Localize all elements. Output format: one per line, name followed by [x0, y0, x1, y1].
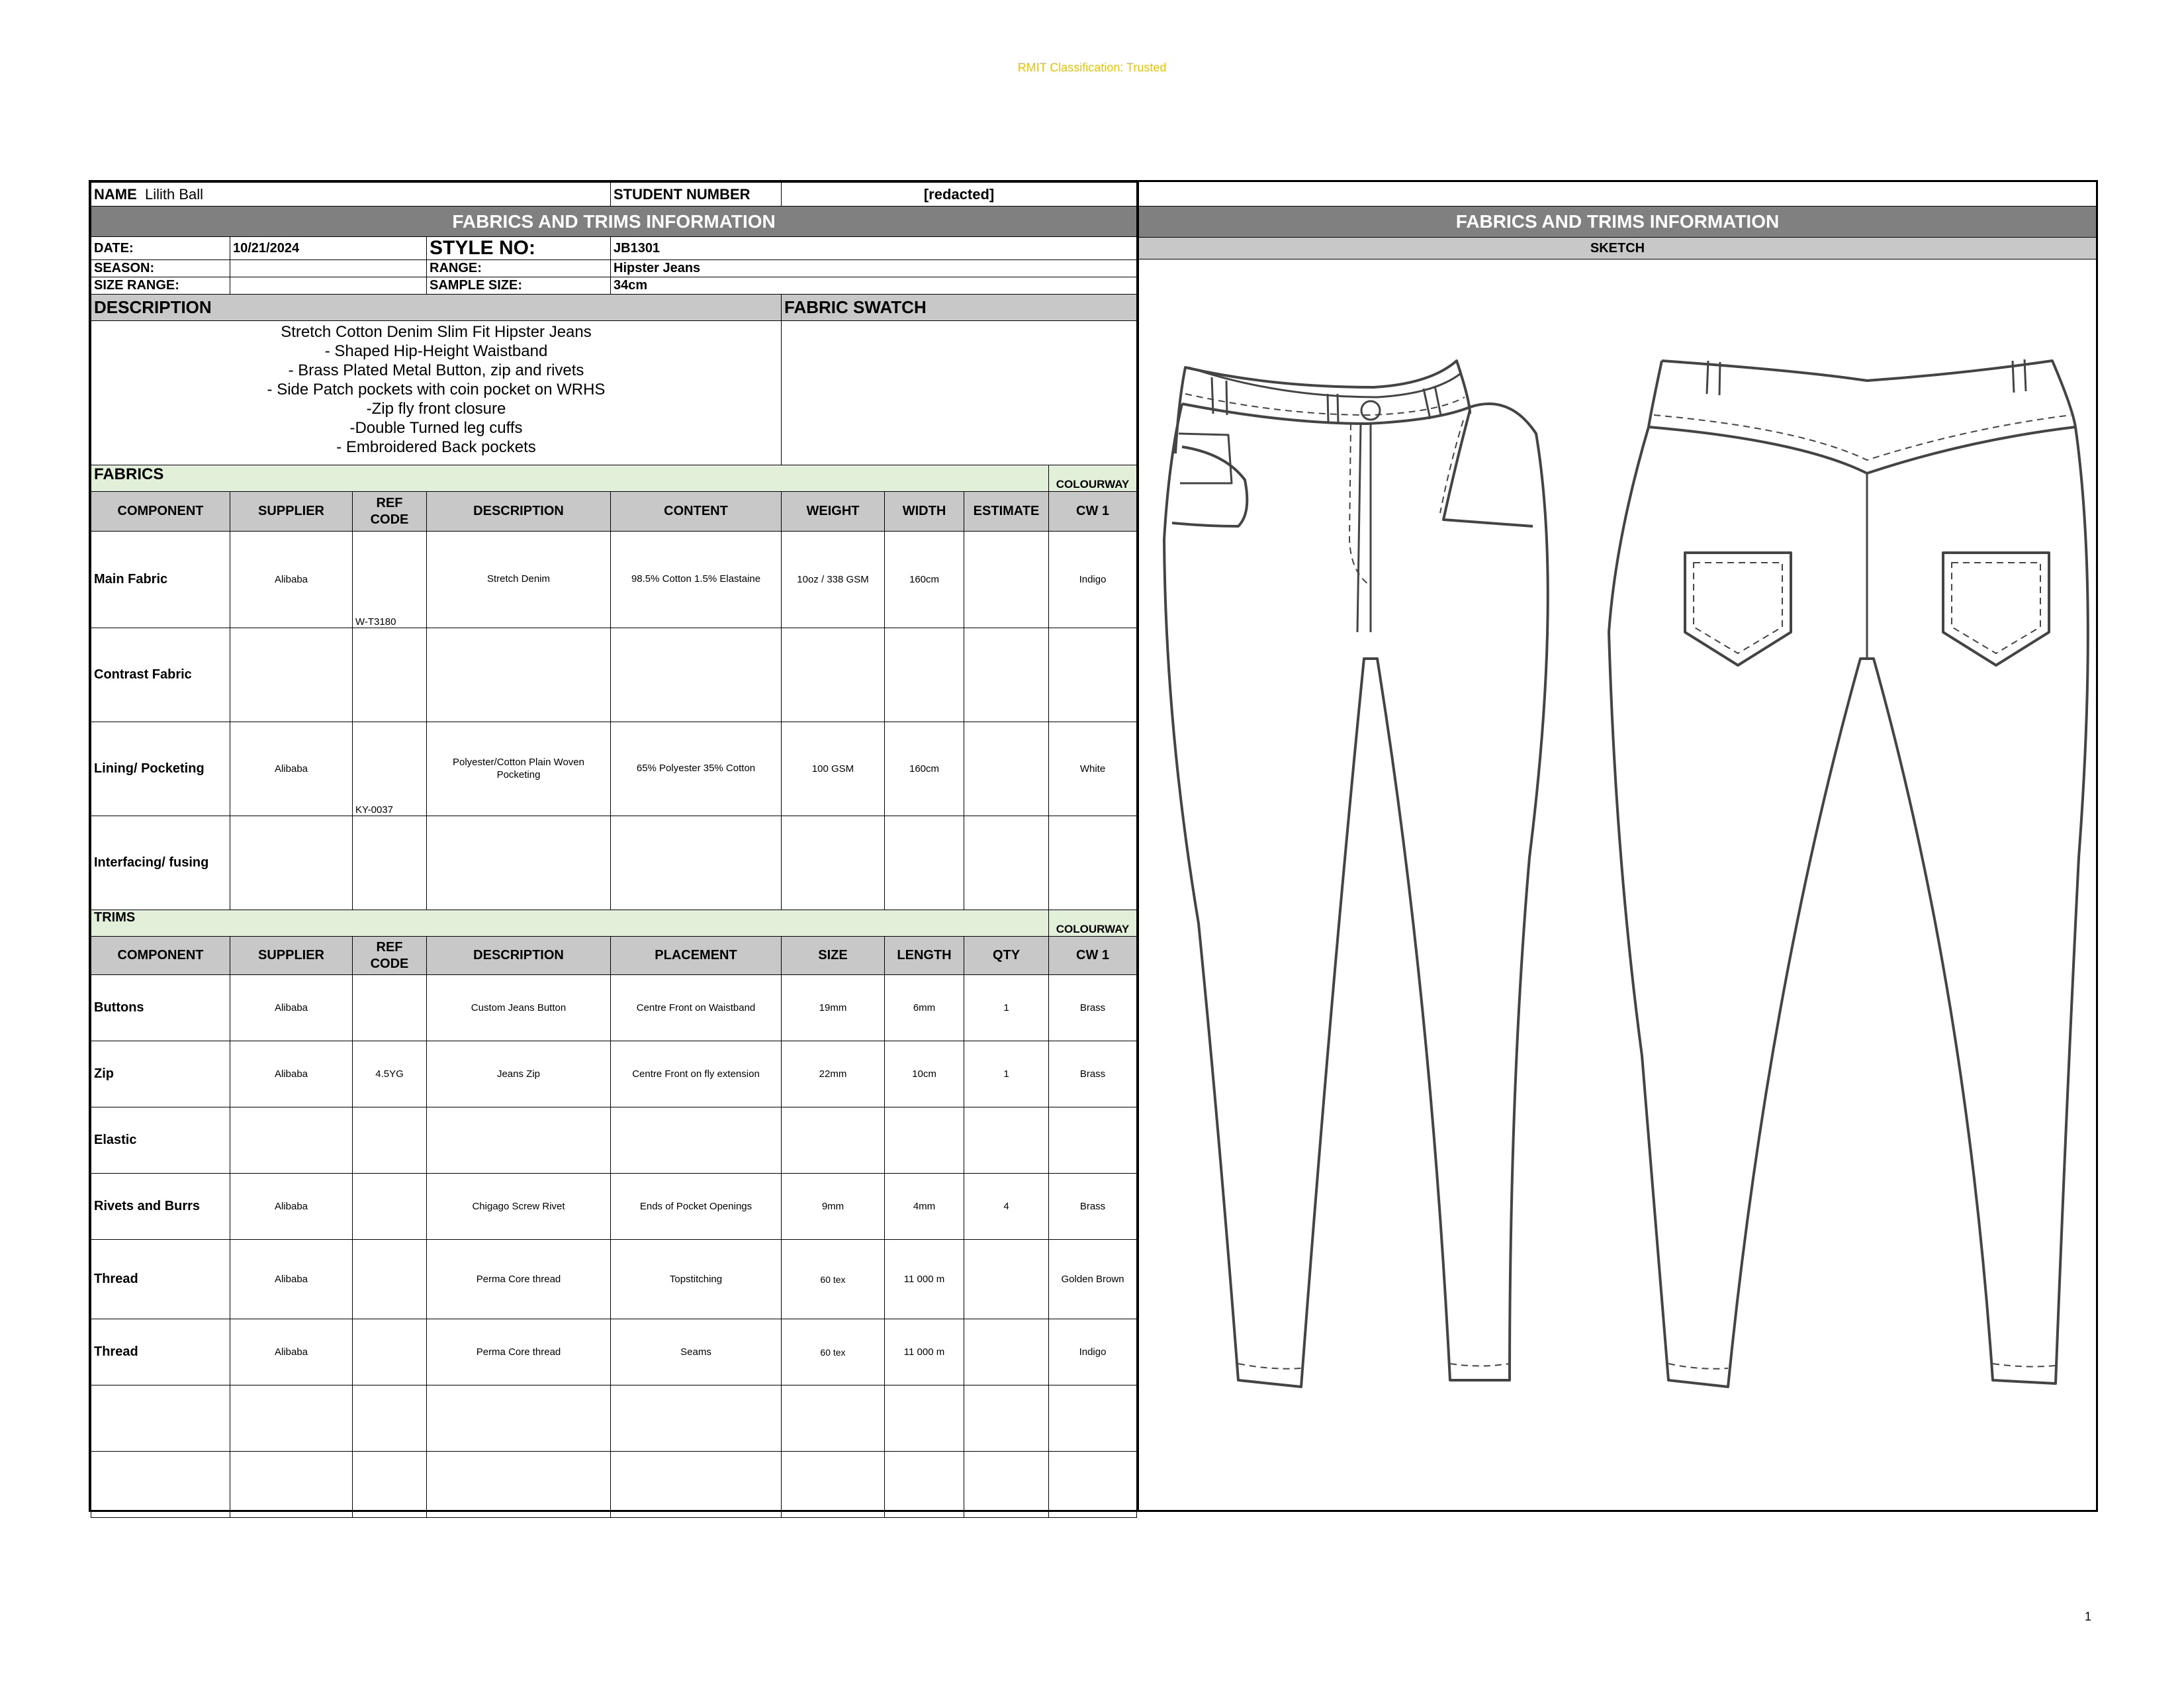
length-cell: 6mm: [885, 975, 964, 1041]
component-cell: Interfacing/ fusing: [91, 816, 230, 910]
weight-cell: [782, 628, 885, 722]
col-header: CONTENT: [611, 492, 782, 532]
fabric-row: [91, 722, 1137, 816]
col-header: REF CODE: [353, 492, 427, 532]
supplier-cell: [230, 1107, 353, 1174]
style-no-value: JB1301: [611, 237, 1137, 260]
description-line: - Shaped Hip-Height Waistband: [324, 342, 548, 360]
qty-cell: [964, 1319, 1049, 1385]
qty-cell: 4: [964, 1174, 1049, 1240]
trim-row: [91, 1174, 1137, 1240]
placement-cell: Centre Front on fly extension: [611, 1041, 782, 1107]
description-cell: [427, 816, 611, 910]
col-header: CW 1: [1049, 937, 1137, 975]
cw1-cell: Indigo: [1049, 1319, 1137, 1385]
description-line: - Embroidered Back pockets: [336, 438, 536, 456]
col-header: DESCRIPTION: [427, 937, 611, 975]
ref-code-cell: KY-0037: [353, 722, 427, 816]
fabric-row: [91, 816, 1137, 910]
trim-row: [91, 1240, 1137, 1319]
season-value: [230, 260, 427, 277]
cw1-cell: Brass: [1049, 1174, 1137, 1240]
description-cell: [427, 1107, 611, 1174]
front-view-jeans: [1164, 361, 1548, 1387]
fabric-swatch-label: FABRIC SWATCH: [782, 295, 1137, 321]
component-cell: Lining/ Pocketing: [91, 722, 230, 816]
length-cell: [885, 1385, 964, 1452]
placement-cell: [611, 1385, 782, 1452]
fabrics-trims-sheet: [89, 180, 1138, 1512]
col-header: REF CODE: [353, 937, 427, 975]
component-cell: Buttons: [91, 975, 230, 1041]
cw1-cell: [1049, 1385, 1137, 1452]
name-label: NAME: [94, 185, 137, 203]
description-cell: Perma Core thread: [427, 1240, 611, 1319]
cw1-cell: White: [1049, 722, 1137, 816]
description-cell: Chigago Screw Rivet: [427, 1174, 611, 1240]
size-cell: [782, 1452, 885, 1518]
component-cell: Elastic: [91, 1107, 230, 1174]
cw1-cell: [1049, 1107, 1137, 1174]
description-cell: Perma Core thread: [427, 1319, 611, 1385]
content-cell: 65% Polyester 35% Cotton: [611, 722, 782, 816]
placement-cell: Centre Front on Waistband: [611, 975, 782, 1041]
size-cell: 9mm: [782, 1174, 885, 1240]
supplier-cell: [230, 628, 353, 722]
content-cell: [611, 628, 782, 722]
component-cell: Rivets and Burrs: [91, 1174, 230, 1240]
size-range-value: [230, 277, 427, 295]
ref-code-cell: [353, 1319, 427, 1385]
col-header: PLACEMENT: [611, 937, 782, 975]
qty-cell: [964, 1452, 1049, 1518]
length-cell: 10cm: [885, 1041, 964, 1107]
component-cell: Thread: [91, 1240, 230, 1319]
cw1-cell: Brass: [1049, 975, 1137, 1041]
qty-cell: [964, 1385, 1049, 1452]
length-cell: 4mm: [885, 1174, 964, 1240]
estimate-cell: [964, 628, 1049, 722]
supplier-cell: Alibaba: [230, 1041, 353, 1107]
qty-cell: [964, 1107, 1049, 1174]
description-cell: [427, 1452, 611, 1518]
placement-cell: [611, 1107, 782, 1174]
trim-row: [91, 975, 1137, 1041]
description-cell: [427, 1385, 611, 1452]
sample-size-value: 34cm: [611, 277, 1137, 295]
width-cell: [885, 816, 964, 910]
col-header: COMPONENT: [91, 937, 230, 975]
description-cell: Jeans Zip: [427, 1041, 611, 1107]
ref-code-cell: [353, 816, 427, 910]
estimate-cell: [964, 532, 1049, 628]
supplier-cell: Alibaba: [230, 532, 353, 628]
cw1-cell: Indigo: [1049, 532, 1137, 628]
component-cell: Main Fabric: [91, 532, 230, 628]
trims-colourway-label: COLOURWAY: [1049, 910, 1137, 937]
col-header: ESTIMATE: [964, 492, 1049, 532]
fabric-row: [91, 532, 1137, 628]
trim-row: [91, 1452, 1137, 1518]
col-header: SIZE: [782, 937, 885, 975]
length-cell: 11 000 m: [885, 1319, 964, 1385]
width-cell: [885, 628, 964, 722]
size-cell: 60 tex: [782, 1319, 885, 1385]
qty-cell: [964, 1240, 1049, 1319]
col-header: CW 1: [1049, 492, 1137, 532]
supplier-cell: Alibaba: [230, 1174, 353, 1240]
section-title: FABRICS AND TRIMS INFORMATION: [91, 207, 1137, 237]
description-cell: Polyester/Cotton Plain Woven Pocketing: [427, 722, 611, 816]
weight-cell: 10oz / 338 GSM: [782, 532, 885, 628]
date-value: 10/21/2024: [230, 237, 427, 260]
col-header: COMPONENT: [91, 492, 230, 532]
estimate-cell: [964, 816, 1049, 910]
name-value: Lilith Ball: [145, 185, 204, 203]
range-label: RANGE:: [427, 260, 611, 277]
description-cell: Stretch Denim: [427, 532, 611, 628]
supplier-cell: [230, 816, 353, 910]
placement-cell: Ends of Pocket Openings: [611, 1174, 782, 1240]
fabric-row: [91, 628, 1137, 722]
component-cell: Contrast Fabric: [91, 628, 230, 722]
component-cell: [91, 1452, 230, 1518]
component-cell: Thread: [91, 1319, 230, 1385]
cw1-cell: [1049, 628, 1137, 722]
ref-code-cell: [353, 1385, 427, 1452]
description-line: - Side Patch pockets with coin pocket on WRHS: [267, 381, 606, 399]
size-range-label: SIZE RANGE:: [91, 277, 230, 295]
ref-code-cell: [353, 1452, 427, 1518]
page-number: 1: [2085, 1610, 2092, 1623]
sheet-table: [91, 182, 1137, 1518]
description-text: [91, 321, 782, 465]
ref-code-cell: 4.5YG: [353, 1041, 427, 1107]
ref-code-cell: [353, 628, 427, 722]
ref-code-cell: [353, 975, 427, 1041]
date-label: DATE:: [91, 237, 230, 260]
size-cell: 19mm: [782, 975, 885, 1041]
student-number-value: [redacted]: [782, 183, 1137, 207]
col-header: WEIGHT: [782, 492, 885, 532]
qty-cell: 1: [964, 975, 1049, 1041]
classification-label: RMIT Classification: Trusted: [1017, 61, 1167, 74]
right-top-blank: [1139, 182, 2096, 207]
placement-cell: [611, 1452, 782, 1518]
length-cell: [885, 1107, 964, 1174]
ref-code-cell: W-T3180: [353, 532, 427, 628]
cw1-cell: [1049, 1452, 1137, 1518]
description-line: -Zip fly front closure: [366, 400, 506, 418]
supplier-cell: Alibaba: [230, 975, 353, 1041]
supplier-cell: [230, 1385, 353, 1452]
trims-label: TRIMS: [91, 910, 1049, 937]
col-header: WIDTH: [885, 492, 964, 532]
cw1-cell: Brass: [1049, 1041, 1137, 1107]
description-cell: Custom Jeans Button: [427, 975, 611, 1041]
student-number-label: STUDENT NUMBER: [611, 183, 782, 207]
qty-cell: 1: [964, 1041, 1049, 1107]
col-header: DESCRIPTION: [427, 492, 611, 532]
right-section-title: FABRICS AND TRIMS INFORMATION: [1139, 207, 2096, 238]
ref-code-cell: [353, 1174, 427, 1240]
supplier-cell: Alibaba: [230, 1319, 353, 1385]
width-cell: 160cm: [885, 722, 964, 816]
weight-cell: 100 GSM: [782, 722, 885, 816]
length-cell: 11 000 m: [885, 1240, 964, 1319]
estimate-cell: [964, 722, 1049, 816]
description-line: - Brass Plated Metal Button, zip and rivets: [288, 361, 584, 379]
description-line: -Double Turned leg cuffs: [349, 419, 523, 437]
sample-size-label: SAMPLE SIZE:: [427, 277, 611, 295]
width-cell: 160cm: [885, 532, 964, 628]
content-cell: 98.5% Cotton 1.5% Elastaine: [611, 532, 782, 628]
supplier-cell: Alibaba: [230, 1240, 353, 1319]
jeans-flat-sketch: [1139, 261, 2096, 1506]
trim-row: [91, 1319, 1137, 1385]
style-no-label: STYLE NO:: [427, 237, 611, 260]
name-cell: [91, 183, 611, 207]
size-cell: [782, 1107, 885, 1174]
supplier-cell: [230, 1452, 353, 1518]
cw1-cell: [1049, 816, 1137, 910]
supplier-cell: Alibaba: [230, 722, 353, 816]
col-header: SUPPLIER: [230, 492, 353, 532]
weight-cell: [782, 816, 885, 910]
size-cell: 22mm: [782, 1041, 885, 1107]
component-cell: Zip: [91, 1041, 230, 1107]
fabric-swatch-area: [782, 321, 1137, 465]
ref-code-cell: [353, 1107, 427, 1174]
description-line: Stretch Cotton Denim Slim Fit Hipster Jeans: [281, 323, 592, 341]
placement-cell: Topstitching: [611, 1240, 782, 1319]
description-cell: [427, 628, 611, 722]
col-header: QTY: [964, 937, 1049, 975]
back-view-jeans: [1609, 359, 2088, 1387]
fabrics-colourway-label: COLOURWAY: [1049, 465, 1137, 492]
ref-code-cell: [353, 1240, 427, 1319]
trim-row: [91, 1107, 1137, 1174]
fabrics-label: FABRICS: [91, 465, 1049, 492]
component-cell: [91, 1385, 230, 1452]
cw1-cell: Golden Brown: [1049, 1240, 1137, 1319]
season-label: SEASON:: [91, 260, 230, 277]
length-cell: [885, 1452, 964, 1518]
trim-row: [91, 1041, 1137, 1107]
trims-header-row: [91, 937, 1137, 975]
content-cell: [611, 816, 782, 910]
size-cell: 60 tex: [782, 1240, 885, 1319]
range-value: Hipster Jeans: [611, 260, 1137, 277]
col-header: SUPPLIER: [230, 937, 353, 975]
sketch-panel: [1137, 180, 2098, 1512]
fabrics-header-row: [91, 492, 1137, 532]
sketch-label: SKETCH: [1139, 238, 2096, 259]
description-label: DESCRIPTION: [91, 295, 782, 321]
size-cell: [782, 1385, 885, 1452]
col-header: LENGTH: [885, 937, 964, 975]
placement-cell: Seams: [611, 1319, 782, 1385]
trim-row: [91, 1385, 1137, 1452]
